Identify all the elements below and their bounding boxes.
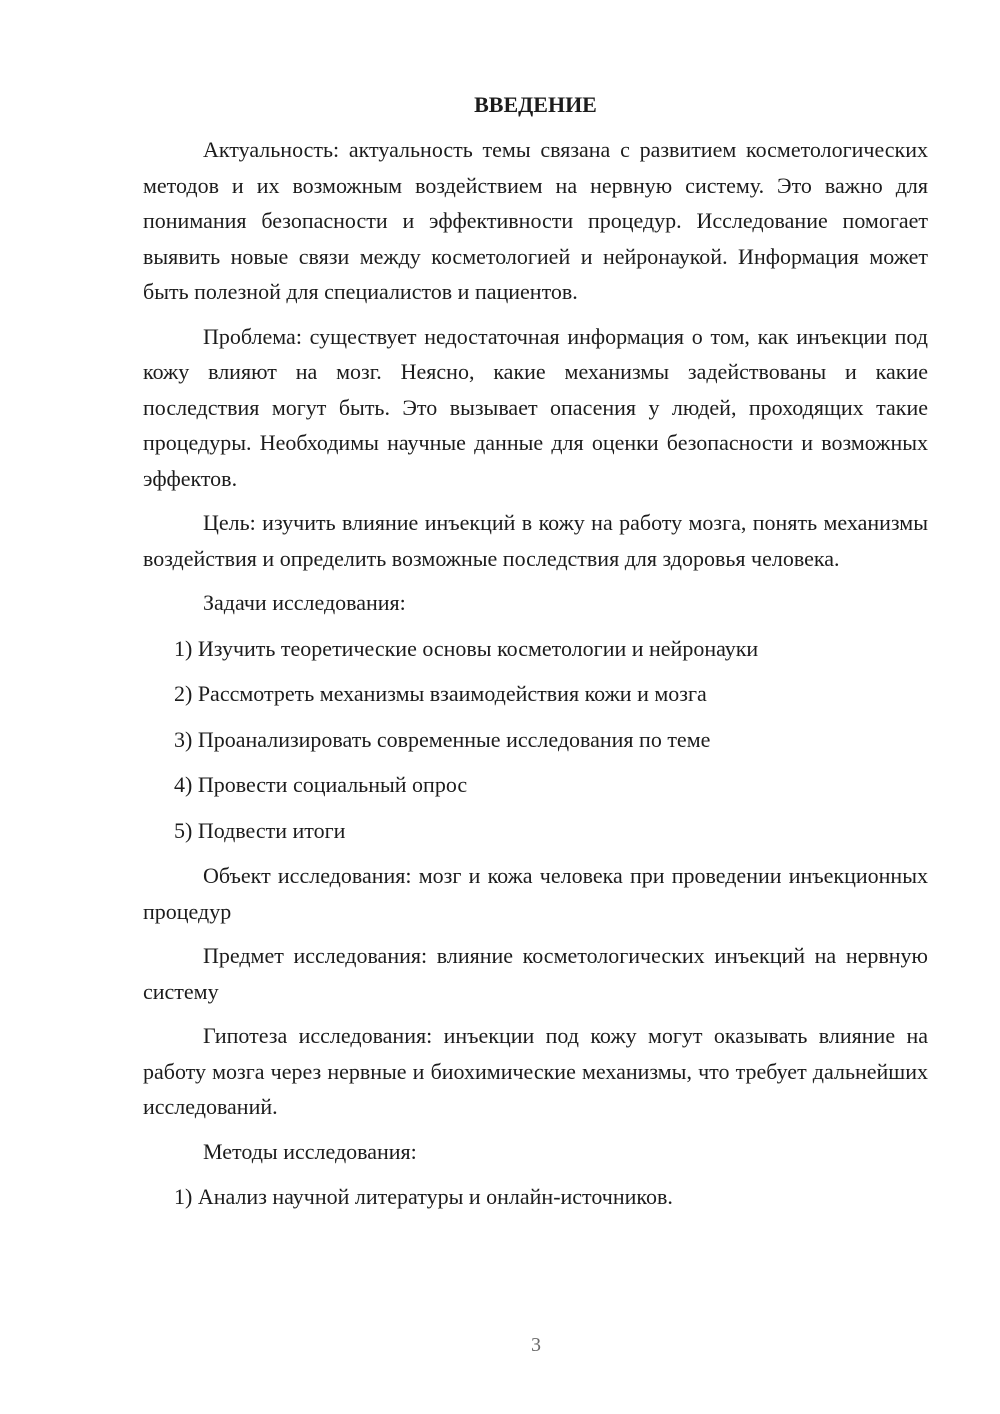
methods-list [143,1179,928,1215]
list-item: 5) Подвести итоги [174,817,346,843]
paragraph-object: Объект исследования: мозг и кожа человека при проведении инъекционных процедур [143,863,928,924]
paragraph-problem: Проблема: существует недостаточная информация о том, как инъекции под кожу влияют на мозг. Неясно, какие механизмы задействованы и какие последствия могут быть. Это вызывает опасения у людей, проходящих такие процедуры. Необходимы научные данные для оценки безопасности и возможных эффектов. [143,323,928,491]
paragraph-subject: Предмет исследования: влияние косметологических инъекций на нервную систему [143,943,928,1004]
tasks-list [143,631,928,849]
paragraph-goal: Цель: изучить влияние инъекций в кожу на работу мозга, понять механизмы воздействия и определить возможные последствия для здоровья человека. [143,510,928,571]
list-item: 3) Проанализировать современные исследования по теме [174,726,711,752]
tasks-title: Задачи исследования: [203,590,406,615]
page-number: 3 [531,1334,541,1356]
methods-title: Методы исследования: [203,1138,417,1164]
list-item: 4) Провести социальный опрос [174,772,468,797]
list-item: 1) Изучить теоретические основы косметологии и нейронауки [174,635,759,661]
section-heading: ВВЕДЕНИЕ [474,92,597,117]
paragraph-relevance: Актуальность: актуальность темы связана с развитием косметологических методов и их возможным воздействием на нервную систему. Это важно для понимания безопасности и эффективности процедур. Исследование помогает выявить новые связи между косметологией и нейронаукой. Информация может быть полезной для специалистов и пациентов. [143,137,928,304]
list-item: 2) Рассмотреть механизмы взаимодействия кожи и мозга [174,681,707,706]
list-item: 1) Анализ научной литературы и онлайн-источников. [174,1184,673,1209]
paragraph-hypothesis: Гипотеза исследования: инъекции под кожу могут оказывать влияние на работу мозга через нервные и биохимические механизмы, что требует дальнейших исследований. [143,1023,928,1119]
page-content [143,90,928,1225]
